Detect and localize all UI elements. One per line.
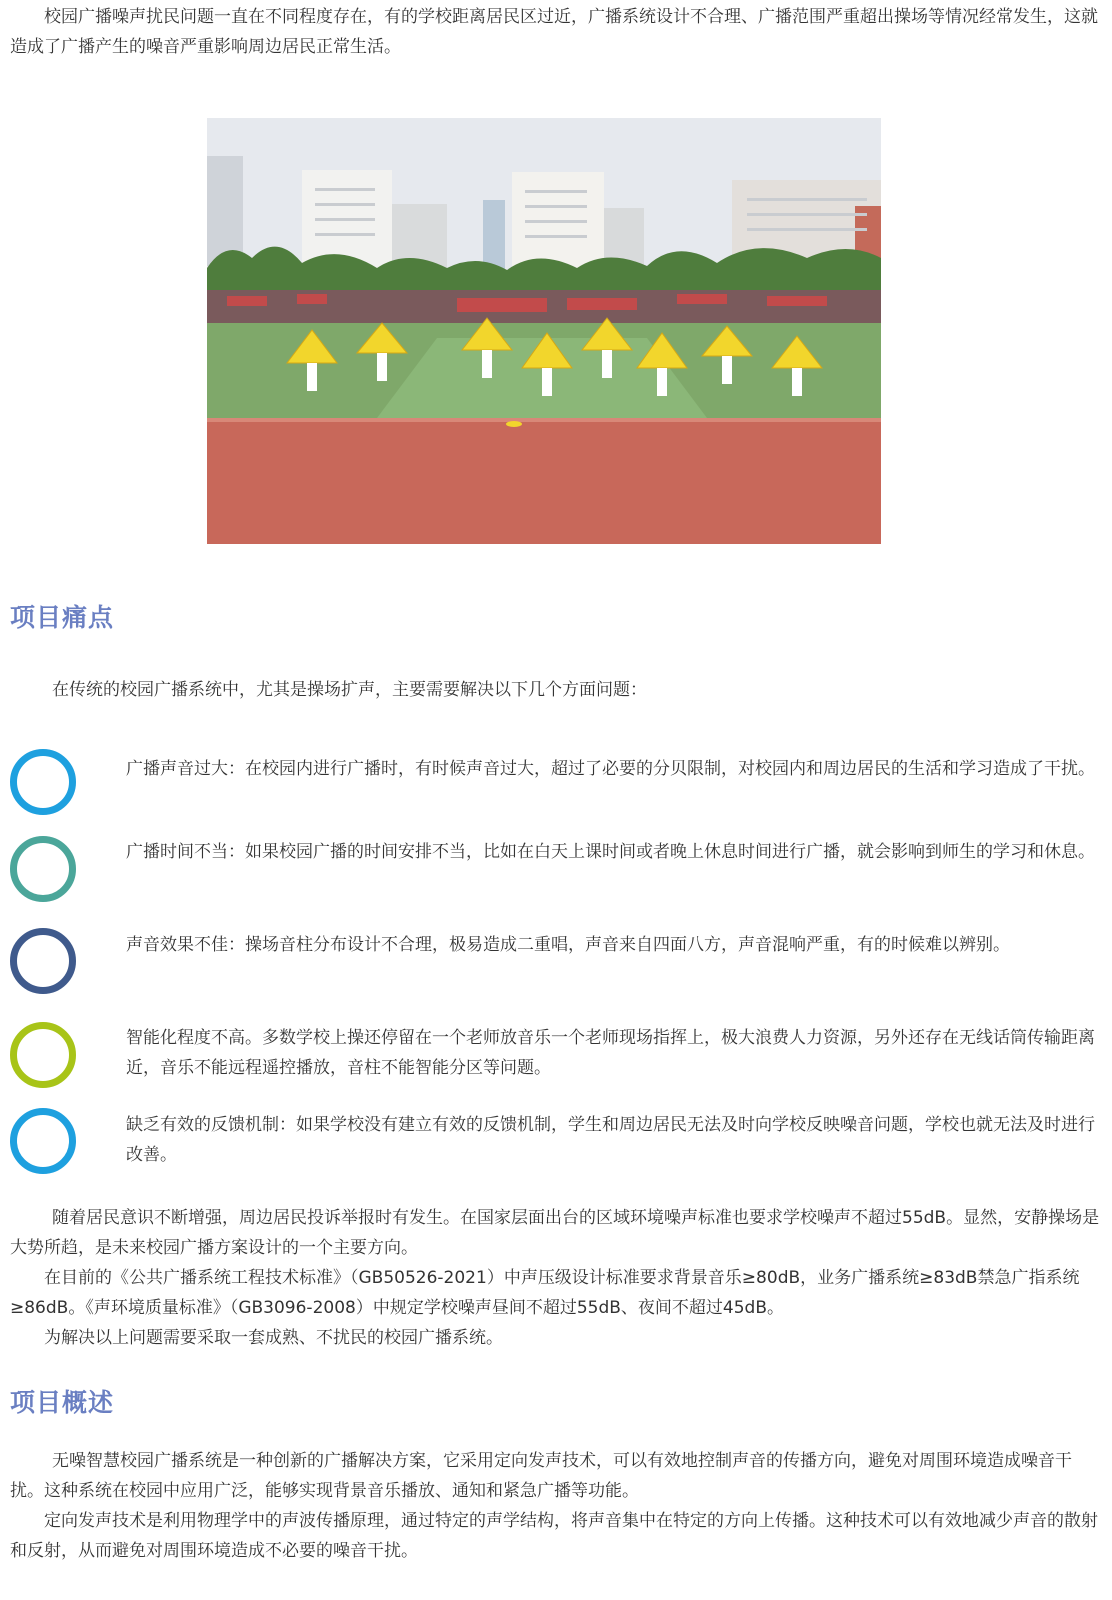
pain-points-lead: 在传统的校园广播系统中，尤其是操场扩声，主要需要解决以下几个方面问题： [52,680,647,700]
circle-bullet-icon [10,1022,76,1088]
pain-point-item: 缺乏有效的反馈机制：如果学校没有建立有效的反馈机制，学生和周边居民无法及时向学校反映噪音问题，学校也就无法及时进行改善。 [126,1115,1095,1165]
pain-point-item: 智能化程度不高。多数学校上操还停留在一个老师放音乐一个老师现场指挥上，极大浪费人力资源，另外还存在无线话筒传输距离近，音乐不能远程遥控播放，音柱不能智能分区等问题。 [126,1028,1095,1078]
circle-bullet-icon [10,928,76,994]
pain-points-heading: 项目痛点 [10,603,115,632]
pain-point-item: 广播声音过大：在校园内进行广播时，有时候声音过大，超过了必要的分贝限制，对校园内和周边居民的生活和学习造成了干扰。 [126,759,1095,779]
circle-bullet-icon [10,1108,76,1174]
pain-points-paragraph-1: 随着居民意识不断增强，周边居民投诉举报时有发生。在国家层面出台的区域环境噪声标准也要求学校噪声不超过55dB。显然，安静操场是大势所趋，是未来校园广播方案设计的一个主要方向。 [10,1208,1100,1258]
pain-point-item: 声音效果不佳：操场音柱分布设计不合理，极易造成二重唱，声音来自四面八方，声音混响严重，有的时候难以辨别。 [126,935,1010,955]
pain-point-item: 广播时间不当：如果校园广播的时间安排不当，比如在白天上课时间或者晚上休息时间进行广播，就会影响到师生的学习和休息。 [126,842,1095,862]
school-event-photo [207,118,881,544]
pain-points-paragraph-3: 为解决以上问题需要采取一套成熟、不扰民的校园广播系统。 [44,1328,503,1348]
intro-paragraph: 校园广播噪声扰民问题一直在不同程度存在，有的学校距离居民区过近，广播系统设计不合理、广播范围严重超出操场等情况经常发生，这就造成了广播产生的噪音严重影响周边居民正常生活。 [10,7,1098,57]
overview-paragraph-2: 定向发声技术是利用物理学中的声波传播原理，通过特定的声学结构，将声音集中在特定的方向上传播。这种技术可以有效地减少声音的散射和反射，从而避免对周围环境造成不必要的噪音干扰。 [10,1511,1098,1561]
circle-bullet-icon [10,749,76,815]
circle-bullet-icon [10,836,76,902]
overview-heading: 项目概述 [10,1388,115,1417]
pain-points-paragraph-2: 在目前的《公共广播系统工程技术标准》（GB50526-2021）中声压级设计标准要求背景音乐≥80dB，业务广播系统≥83dB禁急广指系统≥86dB。《声环境质量标准》（GB3096-2008）中规定学校噪声昼间不超过55dB、夜间不超过45dB。 [10,1268,1080,1318]
overview-paragraph-1: 无噪智慧校园广播系统是一种创新的广播解决方案，它采用定向发声技术，可以有效地控制声音的传播方向，避免对周围环境造成噪音干扰。这种系统在校园中应用广泛，能够实现背景音乐播放、通知和紧急广播等功能。 [10,1451,1072,1501]
